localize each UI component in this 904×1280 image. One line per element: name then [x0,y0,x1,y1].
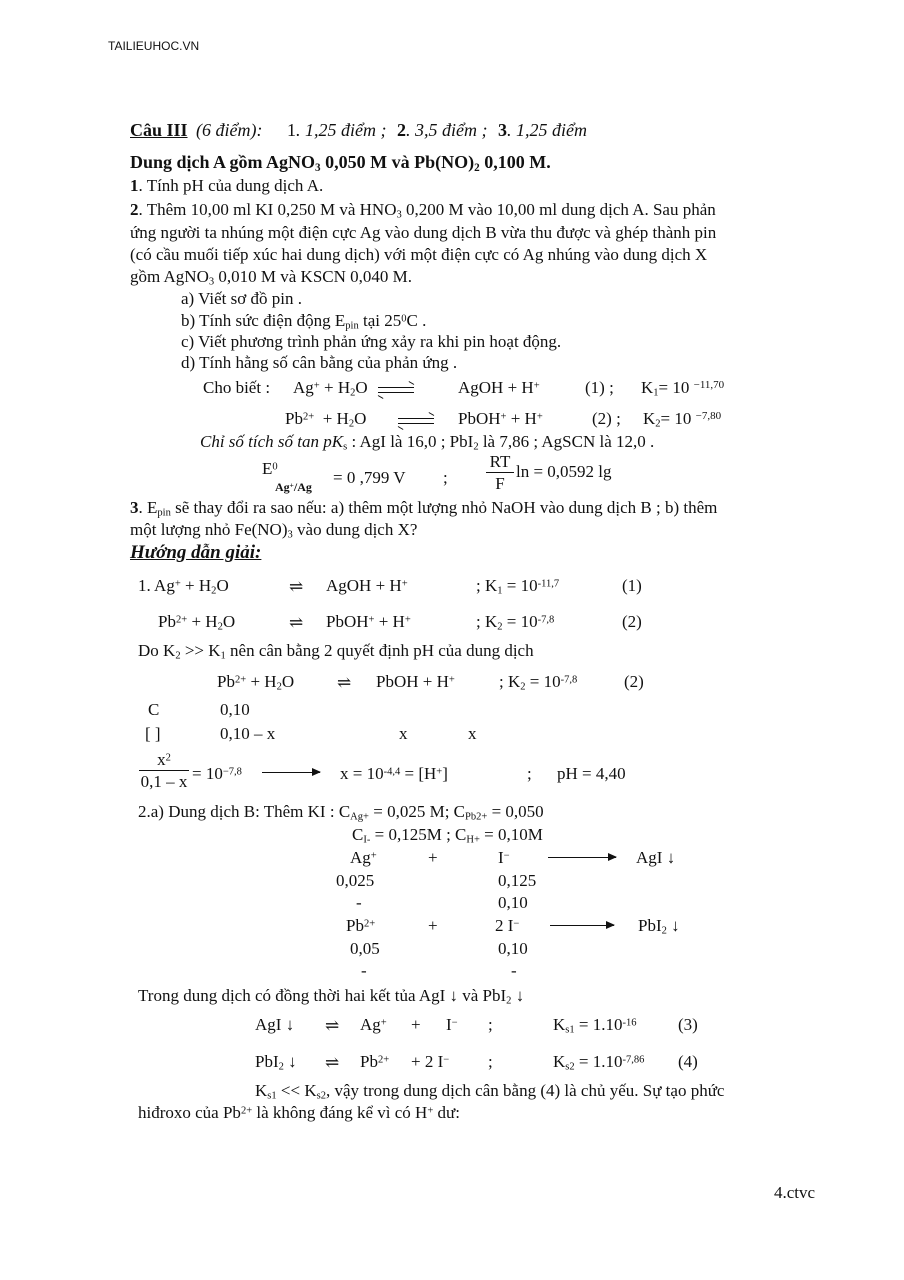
eq3-ag: Ag+ [360,1015,387,1034]
given-eq2-number: (2) ; [592,409,621,428]
question-2-line3: (có cầu muối tiếp xúc hai dung dịch) với một điện cực có Ag nhúng vào dung dịch X [130,245,708,264]
page-number: 4.ctvc [774,1183,816,1202]
equilibrium-arrow-icon [392,411,440,428]
conclusion-line2: hiđroxo của $Pb^{2+}$ là không đáng kể vì có H+ dư: [138,1103,460,1122]
solution-eq2-number: (2) [622,612,642,631]
question-2-line4: gồm AgNO$_3$ 0,010 M và KSCN 0,040 M. [130,267,413,288]
subquestion-a: a) Viết sơ đồ pin . [181,289,302,308]
solution-eq3: $Pb^{2+} + H_2O$ [217,672,295,693]
ice-c-value: 0,10 [220,700,250,719]
solution-eq3-number: (2) [624,672,644,691]
eq4-pb: $Pb^{2+}$ [360,1052,390,1071]
solution-eq2: $Pb^{2+} + H_2O$ [158,612,236,633]
reaction2-iodide: 2 I− [495,916,520,935]
standard-potential: $E^0$ [262,459,278,478]
solution-eq1: 1. $Ag^+ + H_2O$ [138,576,229,597]
given-eq2-left: $Pb^{2+} + H_2O$ [285,409,367,430]
ice-eq-label: [ ] [145,724,161,743]
ice-x-h: x [468,724,477,743]
question-title: Câu III (6 điểm): 1. 1,25 điểm ; 2. 3,5 điểm ; 3. 1,25 điểm [130,120,587,140]
part-2a-line2: $C_{I-} = 0,125M$ ; $C_{H+} = 0,10M$ [352,825,543,846]
reaction1-c-ag: 0,025 [336,871,375,890]
standard-potential-value: = 0 ,799 V [333,468,406,487]
eq3-plus: + [411,1015,421,1034]
solution-eq3-k: ; $K_2 = 10^{-7,8}$ [499,672,578,693]
site-header: TAILIEUHOC.VN [108,39,200,53]
reaction2-c-pb: 0,05 [350,939,380,958]
eq3-separator: ; [488,1015,493,1034]
given-eq1-k: $K_1= 10$ $^{-11,70}$ [641,378,725,399]
given-eq1-right: AgOH + H+ [458,378,540,397]
given-eq2-right: PbOH+ + H+ [458,409,543,428]
x-result: $x = 10^{-4,4} = [H^+]$ [340,764,448,783]
reversible-arrow-icon: ⇌ [289,577,304,596]
eq4-ksp: $K_{s2} = 1.10^{-7,86}$ [553,1052,645,1073]
question-2-line2: ứng người ta nhúng một điện cực Ag vào dung dịch B vừa thu được và ghép thành pin [130,223,717,242]
subquestion-d: d) Tính hằng số cân bằng của phản ứng . [181,353,458,372]
given-label: Cho biết : [203,378,271,397]
solution-eq2-k: ; $K_2 = 10^{-7,8}$ [476,612,555,633]
solution-eq2-products: PbOH+ + H+ [326,612,411,631]
eq4-number: (4) [678,1052,698,1071]
since-statement: Do $K_2 >> K_1$ nên cân bằng 2 quyết định pH của dung dịch [138,641,534,662]
reaction2-product: PbI$_2$ ↓ [638,916,680,937]
ph-result: pH = 4,40 [557,764,626,783]
solution-eq1-number: (1) [622,576,642,595]
given-eq2-k: $K_2= 10$ $^{-7,80}$ [643,409,722,430]
ice-x-pboh: x [399,724,408,743]
part-2a-line1: 2.a) Dung dịch B: Thêm KI : $C_{Ag+} = 0,025$ M; $C_{Pb2+} = 0,050$ [138,802,544,823]
equilibrium-arrow-icon [372,380,420,397]
eq4-iodide: + 2 I− [411,1052,450,1071]
separator: ; [443,468,448,487]
reaction1-product: AgI ↓ [636,848,676,867]
reaction1-ag: Ag+ [350,848,377,867]
eq3-agi: AgI ↓ [255,1015,295,1034]
right-arrow-icon [262,772,320,773]
right-arrow-icon [548,857,616,858]
reaction1-iodide: I− [498,848,510,867]
nernst-factor: ln = 0,0592 lg [516,462,612,481]
solution-heading: Hướng dẫn giải: [130,542,262,563]
reaction2-plus: + [428,916,438,935]
eq4-pbi2: PbI$_2$ ↓ [255,1052,297,1073]
eq3-ksp: $K_{s1} = 1.10^{-16}$ [553,1015,637,1036]
fraction-equals: = $10^{-7,8}$ [192,764,242,783]
subquestion-b: b) Tính sức điện động $E_{pin}$ tại $25^0C$ . [181,311,427,332]
solution-eq1-products: AgOH + H+ [326,576,408,595]
question-2-line1: 2. Thêm 10,00 ml KI 0,250 M và $HNO_3$ 0,200 M vào 10,00 ml dung dịch A. Sau phản [130,200,716,221]
eq3-iodide: I− [446,1015,458,1034]
both-precipitates: Trong dung dịch có đồng thời hai kết tủa AgI ↓ và PbI$_2$ ↓ [138,986,525,1007]
standard-potential-subscript: Ag+/Ag [275,480,312,494]
reaction2-remaining-i: - [511,961,517,980]
reversible-arrow-icon: ⇌ [289,613,304,632]
given-eq1-left: $Ag^+ + H_2O$ [293,378,368,399]
reaction2-pb: $Pb^{2+}$ [346,916,376,935]
solution-eq1-k: ; $K_1 = 10^{-11,7}$ [476,576,560,597]
eq4-separator: ; [488,1052,493,1071]
solubility-products-line: Chỉ số tích số $\tan pK_s$ : AgI là 16,0 ; PbI$_2$ là 7,86 ; AgSCN là 12,0 . [200,432,655,453]
reaction2-c-i: 0,10 [498,939,528,958]
ice-eq-value: 0,10 – x [220,724,276,743]
ph-separator: ; [527,764,532,783]
question-1: 1. Tính pH của dung dịch A. [130,176,324,195]
reaction1-remaining-ag: - [356,893,362,912]
equilibrium-fraction: $\frac{x^2}{0,1 - x}$ [140,750,188,791]
reversible-arrow-icon: ⇌ [325,1016,340,1035]
question-3-line1: 3. $E_{pin}$ sẽ thay đổi ra sao nếu: a) thêm một lượng nhỏ NaOH vào dung dịch B ; b) thêm [130,498,718,519]
solution-eq3-products: PbOH + H+ [376,672,455,691]
right-arrow-icon [550,925,614,926]
reaction1-c-i: 0,125 [498,871,537,890]
conclusion-line1: $K_{s1} << K_{s2}$, vậy trong dung dịch cân bằng (4) là chủ yếu. Sự tạo phức [255,1081,725,1102]
given-eq1-number: (1) ; [585,378,614,397]
question-3-line2: một lượng nhỏ $Fe(NO)_3$ vào dung dịch X? [130,520,418,541]
rt-over-f-fraction: $\frac{RT}{F}$ [486,453,514,492]
reversible-arrow-icon: ⇌ [337,673,352,692]
reaction1-plus: + [428,848,438,867]
reaction2-remaining-pb: - [361,961,367,980]
subquestion-c: c) Viết phương trình phản ứng xảy ra khi pin hoạt động. [181,332,562,351]
solution-a-description: Dung dịch A gồm AgNO$_3$ 0,050 M và $Pb(NO)_2$ 0,100 M. [130,152,551,174]
ice-c-label: C [148,700,160,719]
eq3-number: (3) [678,1015,698,1034]
reversible-arrow-icon: ⇌ [325,1053,340,1072]
reaction1-remaining-i: 0,10 [498,893,528,912]
